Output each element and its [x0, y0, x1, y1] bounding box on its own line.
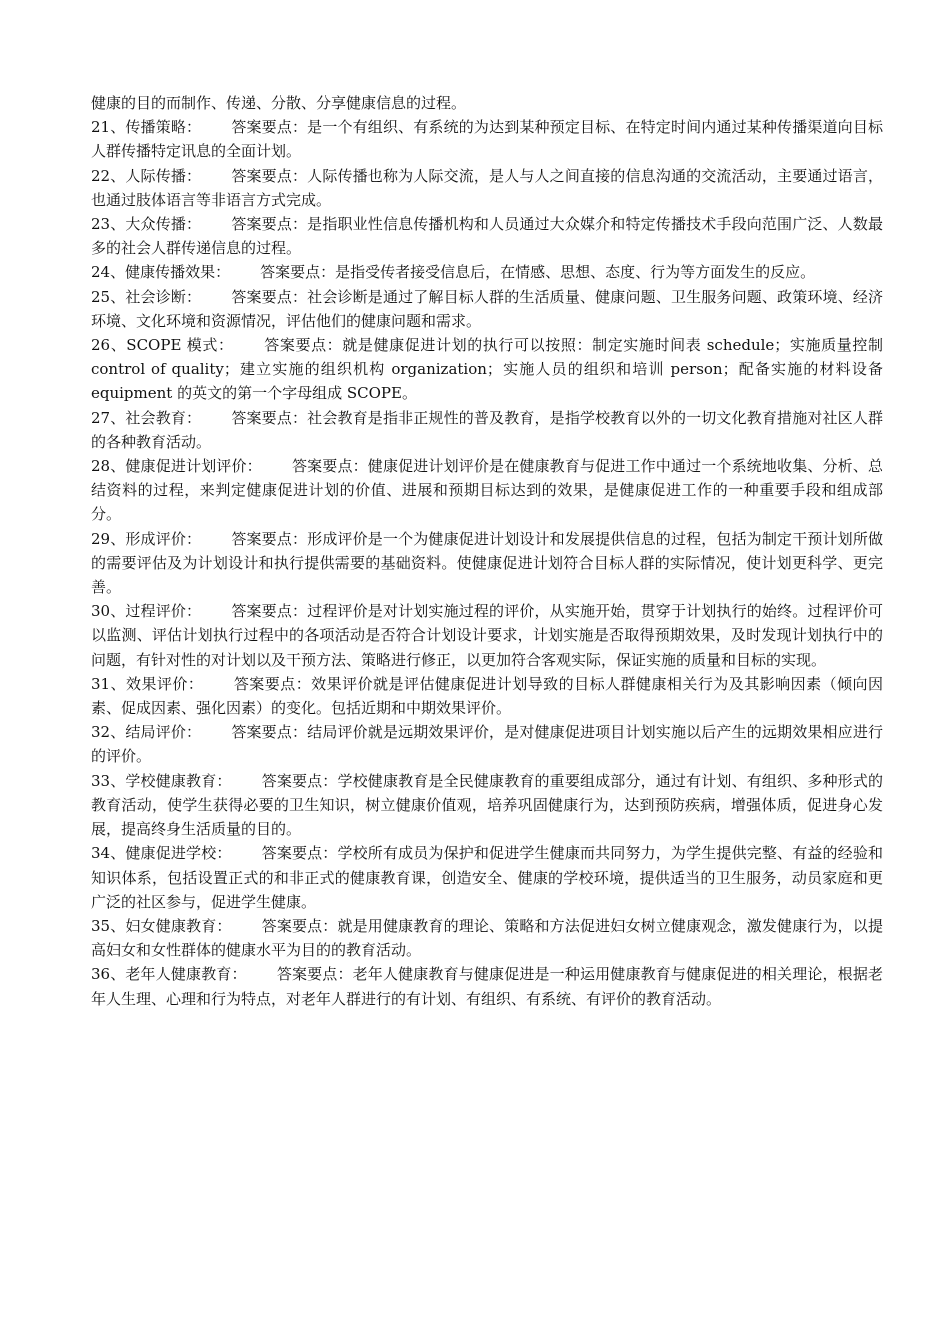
answer-text: 过程评价是对计划实施过程的评价，从实施开始，贯穿于计划执行的始终。过程评价可以监测、评估计划执行过程中的各项活动是否符合计划设计要求，计划实施是否取得预期效果，及时发现计划执行中的问题，有针对性的对计划以及干预方法、策略进行修正，以更加符合客观实际，保证实施的质量和目标的实现。 [91, 602, 883, 669]
glossary-entry [91, 599, 883, 672]
answer-label: 答案要点： [291, 457, 368, 476]
entry-term: 36、老年人健康教育： [91, 965, 247, 984]
entry-term: 32、结局评价： [91, 723, 202, 742]
glossary-entry [91, 672, 883, 720]
answer-label: 答案要点： [231, 166, 308, 185]
answer-label: 答案要点： [276, 965, 353, 984]
glossary-entry [91, 962, 883, 1010]
answer-text: 人际传播也称为人际交流，是人与人之间直接的信息沟通的交流活动，主要通过语言，也通过肢体语言等非语言方式完成。 [91, 166, 883, 209]
answer-text: 结局评价就是远期效果评价，是对健康促进项目计划实施以后产生的远期效果相应进行的评价。 [91, 723, 883, 766]
answer-label: 答案要点： [260, 263, 336, 282]
answer-label: 答案要点： [231, 118, 308, 137]
answer-text: 就是健康促进计划的执行可以按照：制定实施时间表 schedule；实施质量控制 control of quality；建立实施的组织机构 organization；实施人员的组织和培训 person；配备实施的材料设备 equipment 的英文的第一个字母组成 SCOPE。 [91, 336, 883, 403]
answer-text: 健康促进计划评价是在健康教育与促进工作中通过一个系统地收集、分析、总结资料的过程，来判定健康促进计划的价值、进展和预期目标达到的效果，是健康促进工作的一种重要手段和组成部分。 [91, 457, 883, 524]
entry-term: 35、妇女健康教育： [91, 916, 232, 935]
entry-term: 26、SCOPE 模式： [91, 336, 234, 355]
entry-term: 29、形成评价： [91, 529, 202, 548]
answer-label: 答案要点： [231, 287, 308, 306]
glossary-entry [91, 164, 883, 212]
entry-term: 23、大众传播： [91, 215, 202, 234]
glossary-entry [91, 285, 883, 333]
answer-label: 答案要点： [231, 723, 308, 742]
answer-text: 是指受传者接受信息后，在情感、思想、态度、行为等方面发生的反应。 [335, 263, 816, 282]
entry-term: 27、社会教育： [91, 408, 202, 427]
entry-term: 22、人际传播： [91, 166, 202, 185]
entry-term: 33、学校健康教育： [91, 771, 232, 790]
intro-paragraph: 健康的目的而制作、传递、分散、分享健康信息的过程。 [91, 94, 467, 112]
answer-label: 答案要点： [231, 529, 308, 548]
document-page [91, 91, 883, 1011]
glossary-entry [91, 212, 883, 260]
answer-text: 老年人健康教育与健康促进是一种运用健康教育与健康促进的相关理论，根据老年人生理、心理和行为特点，对老年人群进行的有计划、有组织、有系统、有评价的教育活动。 [91, 965, 883, 1008]
entry-term: 28、健康促进计划评价： [91, 457, 262, 476]
answer-label: 答案要点： [233, 674, 312, 693]
answer-text: 学校健康教育是全民健康教育的重要组成部分，通过有计划、有组织、多种形式的教育活动，使学生获得必要的卫生知识，树立健康价值观，培养巩固健康行为，达到预防疾病，增强体质，促进身心发展，提高终身生活质量的目的。 [91, 771, 883, 839]
answer-text: 效果评价就是评估健康促进计划导致的目标人群健康相关行为及其影响因素（倾向因素、促成因素、强化因素）的变化。包括近期和中期效果评价。 [91, 674, 883, 718]
entry-term: 30、过程评价： [91, 602, 202, 621]
entry-term: 24、健康传播效果： [91, 263, 231, 282]
answer-label: 答案要点： [231, 602, 308, 621]
answer-label: 答案要点： [261, 844, 338, 863]
entry-term: 31、效果评价： [91, 674, 204, 693]
glossary-entry [91, 333, 883, 406]
glossary-entry [91, 914, 883, 962]
glossary-list [91, 115, 883, 1011]
answer-label: 答案要点： [261, 771, 338, 790]
answer-text: 社会诊断是通过了解目标人群的生活质量、健康问题、卫生服务问题、政策环境、经济环境、文化环境和资源情况，评估他们的健康问题和需求。 [91, 287, 883, 330]
glossary-entry [91, 769, 883, 842]
glossary-entry [91, 260, 883, 284]
glossary-entry [91, 454, 883, 527]
entry-term: 21、传播策略： [91, 118, 202, 137]
answer-text: 形成评价是一个为健康促进计划设计和发展提供信息的过程，包括为制定干预计划所做的需要评估及为计划设计和执行提供需要的基础资料。使健康促进计划符合目标人群的实际情况，使计划更科学、更完善。 [91, 529, 883, 597]
answer-text: 是指职业性信息传播机构和人员通过大众媒介和特定传播技术手段向范围广泛、人数最多的社会人群传递信息的过程。 [91, 215, 883, 258]
glossary-entry [91, 527, 883, 600]
answer-label: 答案要点： [263, 336, 343, 355]
entry-term: 34、健康促进学校： [91, 844, 232, 863]
glossary-entry [91, 406, 883, 454]
glossary-entry [91, 115, 883, 163]
answer-label: 答案要点： [231, 408, 308, 427]
answer-text: 社会教育是指非正规性的普及教育，是指学校教育以外的一切文化教育措施对社区人群的各种教育活动。 [91, 408, 883, 451]
glossary-entry [91, 841, 883, 914]
answer-label: 答案要点： [261, 916, 338, 935]
answer-label: 答案要点： [231, 215, 308, 234]
glossary-entry [91, 720, 883, 768]
entry-term: 25、社会诊断： [91, 287, 202, 306]
answer-text: 就是用健康教育的理论、策略和方法促进妇女树立健康观念，激发健康行为，以提高妇女和女性群体的健康水平为目的的教育活动。 [91, 916, 883, 960]
answer-text: 是一个有组织、有系统的为达到某种预定目标、在特定时间内通过某种传播渠道向目标人群传播特定讯息的全面计划。 [91, 118, 883, 161]
answer-text: 学校所有成员为保护和促进学生健康而共同努力，为学生提供完整、有益的经验和知识体系，包括设置正式的和非正式的健康教育课，创造安全、健康的学校环境，提供适当的卫生服务，动员家庭和更广泛的社区参与，促进学生健康。 [91, 844, 883, 911]
